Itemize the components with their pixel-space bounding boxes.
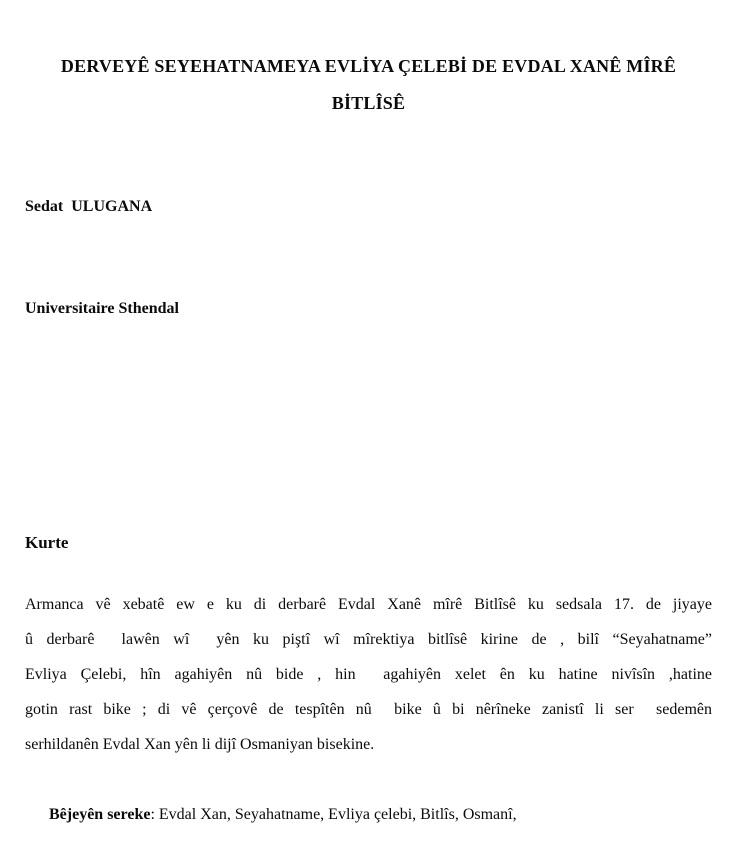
byline — [25, 122, 712, 394]
keywords-line — [25, 762, 712, 867]
abstract-line: Evliya Çelebi, hîn agahiyên nû bide , hin agahiyên xelet ên ku hatine nivîsîn ,hatine — [25, 666, 712, 683]
paper-title — [25, 48, 712, 122]
keywords-label: Bêjeyên sereke — [49, 806, 151, 823]
abstract-line: Armanca vê xebatê ew e ku di derbarê Evdal Xanê mîrê Bitlîsê ku sedsala 17. de jiyaye — [25, 596, 712, 613]
paper-title-line-1: DERVEYÊ SEYEHATNAMEYA EVLİYA ÇELEBİ DE EVDAL XANÊ MÎRÊ — [60, 56, 677, 76]
abstract-line: serhildanên Evdal Xan yên li dijî Osmaniyan bisekine. — [25, 736, 375, 753]
affiliation: Universitaire Sthendal — [25, 300, 179, 317]
author-name: Sedat ULUGANA — [25, 198, 153, 215]
abstract-line: û derbarê lawên wî yên ku piştî wî mîrektiya bitlîsê kirine de , bilî “Seyahatname” — [25, 631, 712, 648]
keywords-value: : Evdal Xan, Seyahatname, Evliya çelebi, Bitlîs, Osmanî, — [150, 806, 517, 823]
abstract-line: gotin rast bike ; di vê çerçovê de tespîtên nû bike û bi nêrîneke zanistî li ser sedemên — [25, 701, 712, 718]
abstract-paragraph — [25, 587, 712, 867]
paper-page — [0, 48, 736, 837]
paper-title-line-2: BİTLÎSÊ — [331, 93, 406, 113]
abstract-heading: Kurte — [25, 533, 69, 552]
